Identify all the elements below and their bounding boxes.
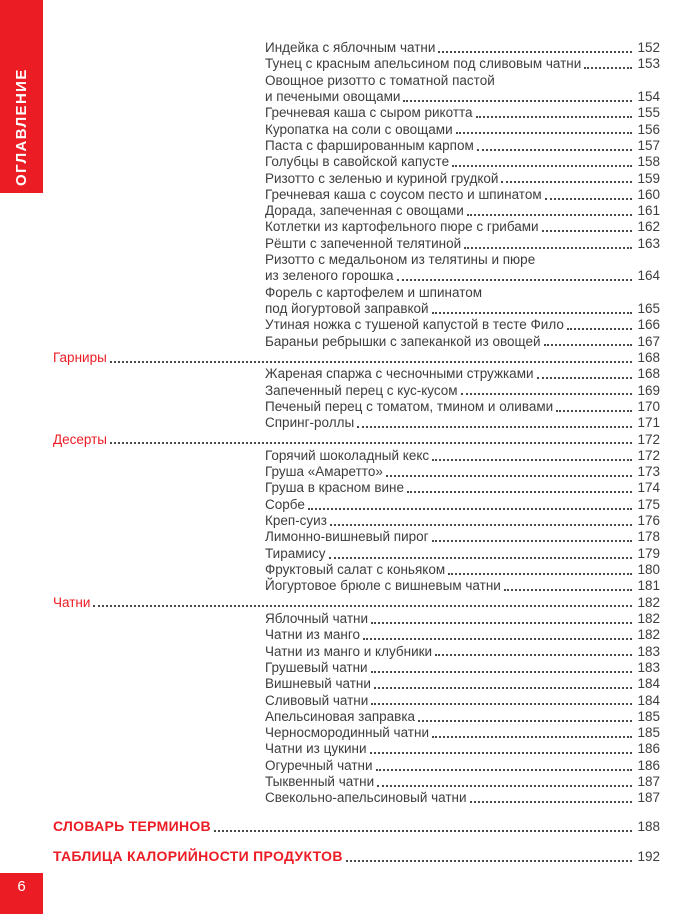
toc-entry-page: 156 (637, 121, 660, 137)
dot-leader (435, 654, 632, 656)
dot-leader (110, 442, 632, 444)
toc-entry-row (53, 301, 660, 317)
toc-entry-title: Йогуртовое брюле с вишневым чатни (265, 578, 501, 594)
toc-entry-title: Сорбе (265, 496, 305, 512)
toc-entry-page: 170 (637, 398, 660, 414)
toc-entry-title: Утиная ножка с тушеной капустой в тесте Фило (265, 317, 564, 333)
dot-leader (461, 393, 633, 395)
dot-leader (452, 165, 632, 167)
toc-entry-title: Рёшти с запеченной телятиной (265, 235, 462, 251)
toc-entry-page: 192 (637, 848, 660, 864)
toc-entry-row (53, 611, 660, 627)
dot-leader (357, 426, 632, 428)
toc-entry-row (53, 399, 660, 415)
toc-entry-row (53, 693, 660, 709)
toc-entry-title: Груша «Амаретто» (265, 464, 383, 480)
dot-leader (329, 557, 633, 559)
toc-section-row (53, 595, 660, 611)
toc-entry-title: Котлетки из картофельного пюре с грибами (265, 219, 539, 235)
toc-entry-title: Голубцы в савойской капусте (265, 154, 450, 170)
toc-entry-row (53, 219, 660, 235)
toc-entry-page: 159 (637, 170, 660, 186)
toc-rows (53, 40, 660, 866)
toc-entry-title: Десерты (53, 431, 108, 447)
toc-end-row (53, 817, 660, 836)
toc-entry-row (53, 138, 660, 154)
toc-entry-row (53, 741, 660, 757)
toc-entry-title: Свекольно-апельсиновый чатни (265, 790, 467, 806)
dot-leader (504, 589, 633, 591)
toc-entry-row (53, 154, 660, 170)
toc-entry-title: Груша в красном вине (265, 480, 405, 496)
toc-entry-page: 181 (637, 578, 660, 594)
toc-entry-page: 182 (637, 627, 660, 643)
toc-entry-title: Жареная спаржа с чесночными стружками (265, 366, 534, 382)
dot-leader (537, 377, 633, 379)
toc-entry-row (53, 497, 660, 513)
dot-leader (374, 687, 633, 689)
dot-leader (470, 801, 633, 803)
dot-leader (545, 198, 633, 200)
toc-entry-title: Чатни (53, 594, 91, 610)
toc-entry-wrap-row (53, 285, 660, 301)
toc-entry-title: ТАБЛИЦА КАЛОРИЙНОСТИ ПРОДУКТОВ (53, 847, 343, 864)
toc-entry-row (53, 171, 660, 187)
toc-entry-page: 161 (637, 203, 660, 219)
toc-entry-row (53, 513, 660, 529)
toc-entry-title: и печеными овощами (265, 88, 401, 104)
dot-leader (376, 769, 633, 771)
toc-entry-page: 187 (637, 774, 660, 790)
dot-leader (432, 736, 632, 738)
toc-entry-row (53, 40, 660, 56)
toc-entry-title: под йогуртовой заправкой (265, 301, 429, 316)
toc-entry-wrap-row (53, 252, 660, 268)
dot-leader (456, 132, 633, 134)
toc-entry-row (53, 236, 660, 252)
sidebar-red-bar (0, 0, 43, 193)
toc-entry-row (53, 480, 660, 496)
toc-entry-page: 175 (637, 496, 660, 512)
toc-entry-title: Креп-суиз (265, 513, 327, 529)
dot-leader (386, 475, 633, 477)
toc-entry-row (53, 725, 660, 741)
toc-entry-title: Форель с картофелем и шпинатом (265, 284, 483, 300)
toc-entry-title: Чатни из манго (265, 627, 361, 643)
dot-leader (567, 328, 633, 330)
toc-entry-page: 165 (637, 301, 660, 316)
toc-entry-page: 186 (637, 757, 660, 773)
toc-entry-page: 182 (637, 594, 660, 610)
toc-entry-page: 153 (637, 56, 660, 72)
toc-entry-page: 169 (637, 382, 660, 398)
toc-entry-title: Апельсиновая заправка (265, 708, 416, 724)
toc-entry-page: 160 (637, 186, 660, 202)
toc-entry-page: 180 (637, 562, 660, 577)
toc-entry-row (53, 415, 660, 431)
dot-leader (371, 671, 633, 673)
toc-entry-row (53, 676, 660, 692)
toc-entry-row (53, 203, 660, 219)
toc-entry-title: Гарниры (53, 349, 107, 365)
dot-leader (371, 622, 632, 624)
toc-entry-title: Дорада, запеченная с овощами (265, 203, 464, 219)
dot-leader (476, 116, 633, 118)
toc-entry-row (53, 448, 660, 464)
dot-leader (407, 491, 632, 493)
toc-entry-page: 157 (637, 137, 660, 153)
toc-entry-page: 164 (637, 268, 660, 284)
toc-entry-page: 176 (637, 513, 660, 529)
toc-entry-page: 162 (637, 219, 660, 235)
toc-entry-title: Ризотто с зеленью и куриной грудкой (265, 170, 499, 186)
dot-leader (418, 720, 632, 722)
toc-entry-title: Гречневая каша с соусом песто и шпинатом (265, 186, 542, 202)
toc-entry-page: 174 (637, 480, 660, 496)
toc-entry-page: 155 (637, 105, 660, 121)
toc-entry-title: Бараньи ребрышки с запеканкой из овощей (265, 333, 541, 349)
toc-entry-title: Печеный перец с томатом, тмином и оливами (265, 398, 554, 414)
toc-entry-page: 178 (637, 529, 660, 545)
toc-entry-row (53, 464, 660, 480)
dot-leader (110, 361, 633, 363)
toc-entry-row (53, 578, 660, 594)
toc-entry-row (53, 562, 660, 578)
toc-section-row (53, 432, 660, 448)
toc-entry-page: 186 (637, 741, 660, 757)
dot-leader (346, 860, 633, 862)
toc-entry-title: Куропатка на соли с овощами (265, 121, 453, 137)
toc-entry-title: Сливовый чатни (265, 692, 369, 708)
toc-entry-page: 168 (637, 366, 660, 382)
toc-entry-row (53, 709, 660, 725)
toc-entry-page: 172 (637, 431, 660, 447)
toc-entry-page: 166 (637, 317, 660, 333)
toc-entry-wrap-row (53, 73, 660, 89)
toc-end-row (53, 847, 660, 866)
toc-entry-title: Спринг-роллы (265, 415, 355, 431)
dot-leader (501, 181, 632, 183)
toc-entry-page: 171 (637, 415, 660, 431)
toc-entry-page: 173 (637, 464, 660, 480)
toc-entry-row (53, 627, 660, 643)
dot-leader (363, 638, 632, 640)
toc-entry-title: Тунец с красным апельсином под сливовым чатни (265, 56, 582, 72)
toc-entry-row (53, 644, 660, 660)
toc-entry-title: Горячий шоколадный кекс (265, 447, 430, 463)
toc-entry-page: 182 (637, 610, 660, 626)
dot-leader (467, 214, 633, 216)
dot-leader (556, 410, 632, 412)
toc-section-row (53, 350, 660, 366)
toc-entry-title: Тыквенный чатни (265, 774, 375, 790)
toc-entry-page: 163 (637, 235, 660, 251)
dot-leader (214, 830, 633, 832)
dot-leader (432, 540, 633, 542)
toc-entry-title: СЛОВАРЬ ТЕРМИНОВ (53, 817, 211, 834)
toc-entry-row (53, 366, 660, 382)
toc-entry-page: 183 (637, 643, 660, 659)
toc-entry-row (53, 56, 660, 72)
toc-entry-title: из зеленого горошка (265, 268, 394, 284)
toc-entry-row (53, 89, 660, 105)
page-number-box (0, 873, 43, 914)
toc-entry-title: Тирамису (265, 545, 326, 561)
dot-leader (397, 279, 633, 281)
toc-entry-row (53, 334, 660, 350)
toc-entry-row (53, 774, 660, 790)
dot-leader (371, 703, 632, 705)
toc-entry-title: Чатни из цукини (265, 741, 367, 757)
toc-entry-title: Чатни из манго и клубники (265, 643, 433, 659)
toc-entry-title: Огуречный чатни (265, 757, 373, 773)
dot-leader (544, 344, 633, 346)
toc-entry-page: 184 (637, 692, 660, 708)
dot-leader (308, 508, 633, 510)
toc-entry-row (53, 529, 660, 545)
toc-entry-page: 188 (637, 818, 660, 834)
toc-entry-page: 152 (637, 40, 660, 55)
toc-entry-row (53, 660, 660, 676)
dot-leader (448, 573, 632, 575)
toc-entry-title: Ризотто с медальоном из телятины и пюре (265, 252, 536, 268)
toc-entry-page: 187 (637, 790, 660, 806)
dot-leader (93, 605, 632, 607)
toc-entry-title: Запеченный перец с кус-кусом (265, 382, 458, 398)
dot-leader (438, 51, 632, 53)
dot-leader (542, 230, 633, 232)
toc-entry-title: Индейка с яблочным чатни (265, 40, 436, 55)
dot-leader (403, 100, 632, 102)
dot-leader (477, 149, 633, 151)
toc-entry-row (53, 546, 660, 562)
dot-leader (330, 524, 633, 526)
sidebar-title: ОГЛАВЛЕНИЕ (13, 68, 30, 186)
toc-entry-row (53, 317, 660, 333)
toc-entry-page: 154 (637, 88, 660, 104)
toc-entry-row (53, 790, 660, 806)
toc-entry-row (53, 105, 660, 121)
toc-entry-title: Гречневая каша с сыром рикотта (265, 105, 473, 121)
toc-entry-title: Овощное ризотто с томатной пастой (265, 72, 495, 88)
toc-entry-row (53, 383, 660, 399)
toc-entry-row (53, 758, 660, 774)
toc-entry-page: 185 (637, 708, 660, 724)
dot-leader (584, 67, 632, 69)
toc-entry-title: Паста с фаршированным карпом (265, 137, 474, 153)
dot-leader (370, 752, 633, 754)
page-number: 6 (17, 878, 26, 895)
toc-entry-row (53, 268, 660, 284)
toc-entry-page: 158 (637, 154, 660, 170)
toc-entry-page: 167 (637, 333, 660, 349)
toc-entry-title: Лимонно-вишневый пирог (265, 529, 429, 545)
toc-entry-row (53, 122, 660, 138)
toc-entry-page: 184 (637, 676, 660, 692)
toc-entry-title: Вишневый чатни (265, 676, 371, 692)
toc-entry-title: Яблочный чатни (265, 610, 369, 626)
toc-entry-title: Грушевый чатни (265, 659, 368, 675)
toc-entry-page: 172 (637, 447, 660, 463)
dot-leader (377, 785, 632, 787)
toc-entry-page: 185 (637, 725, 660, 741)
toc-entry-page: 179 (637, 545, 660, 561)
toc-entry-row (53, 187, 660, 203)
dot-leader (464, 247, 632, 249)
toc-entry-page: 183 (637, 659, 660, 675)
dot-leader (432, 312, 633, 314)
toc-entry-page: 168 (637, 349, 660, 365)
toc-entry-title: Черносмородинный чатни (265, 725, 429, 741)
toc-entry-title: Фруктовый салат с коньяком (265, 562, 446, 577)
dot-leader (432, 459, 632, 461)
